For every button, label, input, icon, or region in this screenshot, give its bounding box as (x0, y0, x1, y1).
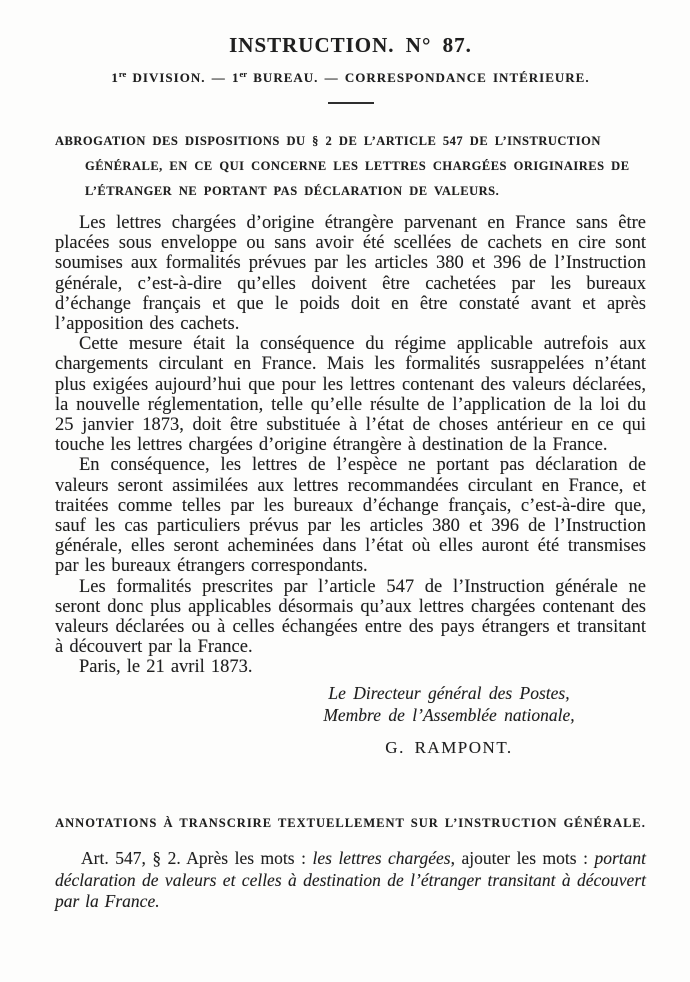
annotations-heading: ANNOTATIONS À TRANSCRIRE TEXTUELLEMENT SUR L’INSTRUCTION GÉNÉRALE. (55, 816, 646, 831)
dateline: Paris, le 21 avril 1873. (79, 657, 253, 678)
document-subject: ABROGATION DES DISPOSITIONS DU § 2 DE L’ARTICLE 547 DE L’INSTRUCTION GÉNÉRALE, EN CE QUI CONCERNE LES LETTRES CHARGÉES ORIGINAIRES DE L’ÉTRANGER NE PORTANT PAS DÉCLARATION DE VALEURS. (55, 134, 630, 198)
paragraph-1: Les lettres chargées d’origine étrangère parvenant en France sans être placées sous enveloppe ou sans avoir été scellées de cachets en cire sont soumises aux formalités prévues par les articles 380 et 396 de l’Instruction générale, c’est-à-dire qu’elles doivent être cachetées par les bureaux d’échange français et que le poids doit en être constaté avant et après l’apposition des cachets. (55, 213, 646, 335)
paragraph-3: En conséquence, les lettres de l’espèce ne portant pas déclaration de valeurs seront assimilées aux lettres recommandées circulant en France, et traitées comme telles par les bureaux d’échange français, c’est-à-dire que, sauf les cas particuliers prévus par les articles 380 et 396 de l’Instruction générale, elles seront acheminées dans l’état où elles auront été transmises par les bureaux étrangers correspondants. (55, 455, 646, 577)
paragraph-4: Les formalités prescrites par l’article 547 de l’Instruction générale ne seront donc plus applicables désormais qu’aux lettres chargées contenant des valeurs déclarées ou à celles échangées entre des pays étrangers et transitant à découvert par la France. (55, 576, 646, 658)
signature-role-lines (304, 683, 594, 726)
division-bureau-line (55, 65, 646, 87)
signature-role-line-1: Le Directeur général des Postes, (328, 683, 570, 704)
document-body (55, 213, 646, 678)
signature-block (304, 683, 594, 758)
signature-role-line-2: Membre de l’Assemblée nationale, (323, 704, 575, 725)
bureau-ordinal-superscript: er (239, 69, 248, 79)
paragraph-2: Cette mesure était la conséquence du régime applicable autrefois aux chargements circulant en France. Mais les formalités susrappelées n’étant plus exigées aujourd’hui que pour les lettres contenant des valeurs déclarées, la nouvelle réglementation, telle qu’elle résulte de l’application de la loi du 25 janvier 1873, doit être substituée à l’état de choses antérieur en ce qui touche les lettres chargées d’origine étrangère à destination de la France. (55, 334, 646, 456)
annotation-intro: Art. 547, § 2. Après les mots : (81, 848, 313, 869)
division-ordinal-superscript: re (118, 69, 127, 79)
signature-name: G. RAMPONT. (385, 738, 513, 758)
separator-rule (328, 102, 374, 104)
document-title: INSTRUCTION. N° 87. (229, 33, 472, 57)
annotation-quoted-words-1: les lettres chargées (312, 848, 451, 869)
division-number: 1 (111, 70, 119, 85)
annotation-paragraph (55, 848, 646, 913)
division-text: DIVISION. — 1 (126, 70, 240, 85)
bureau-text: BUREAU. — CORRESPONDANCE INTÉRIEURE. (247, 70, 590, 85)
annotation-quoted-words-2: portant déclaration de valeurs et celles à destination de l’étranger transitant à découvert par la France. (55, 848, 646, 912)
annotation-middle: , ajouter les mots : (450, 848, 595, 869)
